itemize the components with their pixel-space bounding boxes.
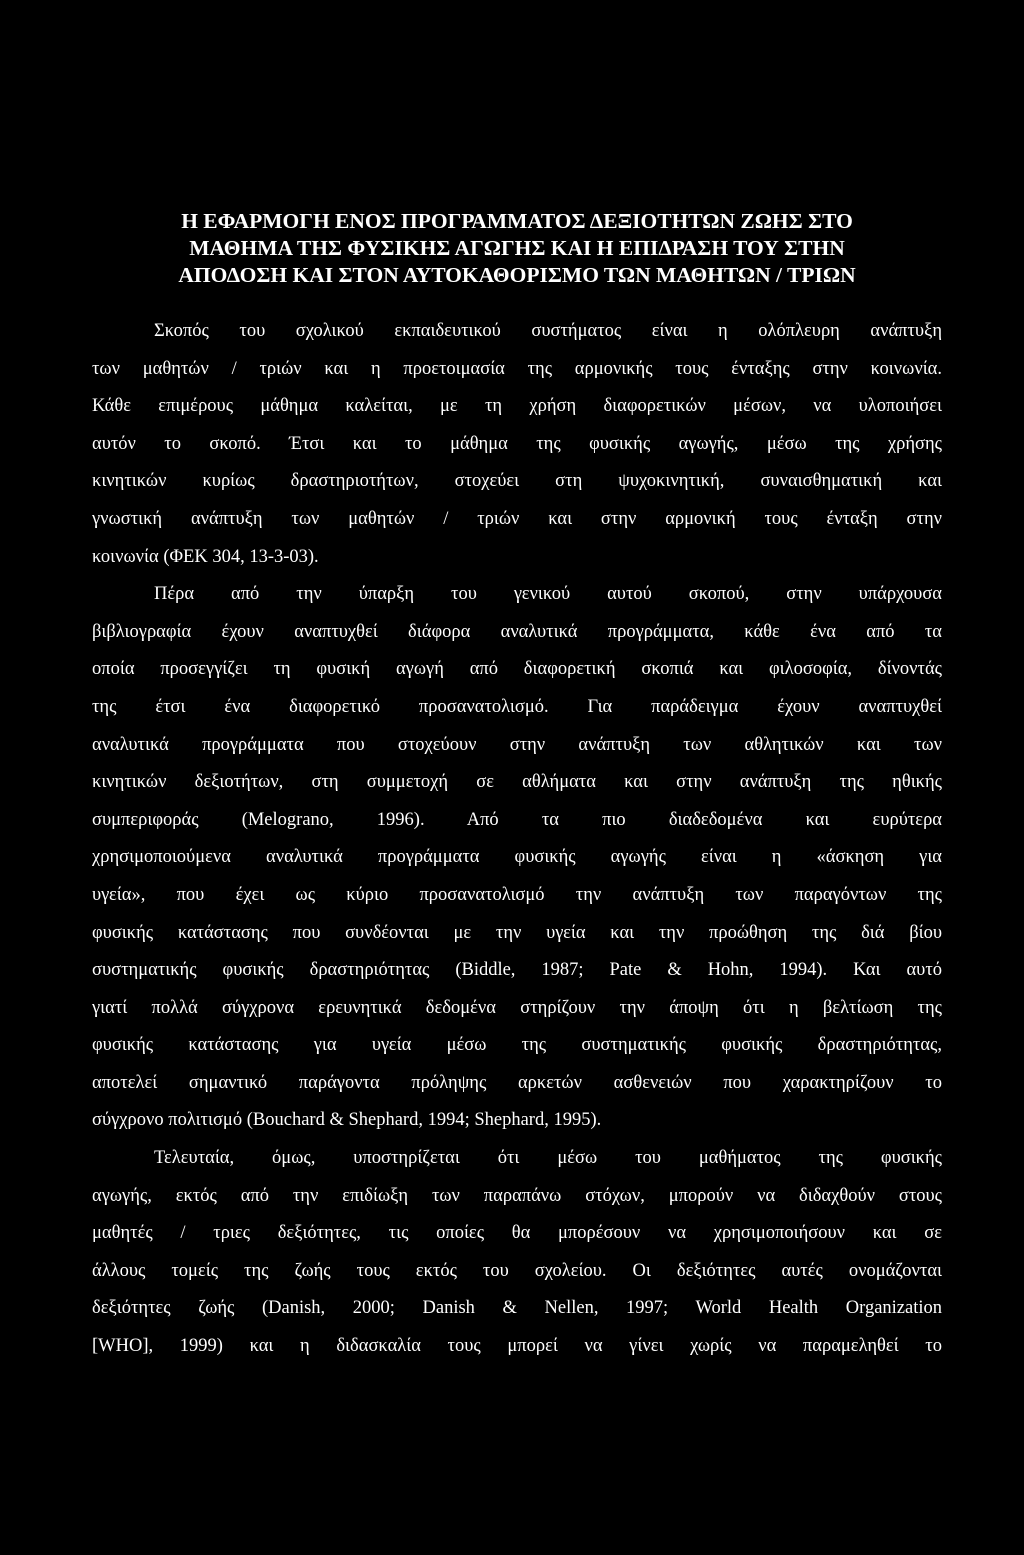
text-line: κινητικών κυρίως δραστηριοτήτων, στοχεύει στη ψυχοκινητική, συναισθηματική και — [92, 471, 942, 492]
text-line: Τελευταία, όμως, υποστηρίζεται ότι μέσω του μαθήματος της φυσικής — [154, 1148, 942, 1169]
text-line: γιατί πολλά σύγχρονα ερευνητικά δεδομένα στηρίζουν την άποψη ότι η βελτίωση της — [92, 997, 942, 1018]
text-line: άλλους τομείς της ζωής τους εκτός του σχολείου. Οι δεξιότητες αυτές ονομάζονται — [92, 1260, 942, 1281]
text-line: Κάθε επιμέρους μάθημα καλείται, με τη χρήση διαφορετικών μέσων, να υλοποιήσει — [92, 396, 942, 417]
text-line: αποτελεί σημαντικό παράγοντα πρόληψης αρκετών ασθενειών που χαρακτηρίζουν το — [92, 1072, 942, 1093]
title-line: ΜΑΘΗΜΑ ΤΗΣ ΦΥΣΙΚΗΣ ΑΓΩΓΗΣ ΚΑΙ Η ΕΠΙΔΡΑΣΗ ΤΟΥ ΣΤΗΝ — [189, 236, 845, 260]
document-title — [92, 208, 942, 289]
text-line: της έτσι ένα διαφορετικό προσανατολισμό. Για παράδειγμα έχουν αναπτυχθεί — [92, 696, 942, 717]
text-line: κινητικών δεξιοτήτων, στη συμμετοχή σε αθλήματα και στην ανάπτυξη της ηθικής — [92, 772, 942, 793]
text-line: υγεία», που έχει ως κύριο προσανατολισμό την ανάπτυξη των παραγόντων της — [92, 884, 942, 905]
text-line: οποία προσεγγίζει τη φυσική αγωγή από διαφορετική σκοπιά και φιλοσοφία, δίνοντάς — [92, 659, 942, 680]
text-line: χρησιμοποιούμενα αναλυτικά προγράμματα φυσικής αγωγής είναι η «άσκηση για — [92, 847, 942, 868]
title-line: Η ΕΦΑΡΜΟΓΗ ΕΝΟΣ ΠΡΟΓΡΑΜΜΑΤΟΣ ΔΕΞΙΟΤΗΤΩΝ ΖΩΗΣ ΣΤΟ — [181, 209, 853, 233]
text-line: [WHO], 1999) και η διδασκαλία τους μπορεί να γίνει χωρίς να παραμεληθεί το — [92, 1336, 942, 1357]
title-line: ΑΠΟΔΟΣΗ ΚΑΙ ΣΤΟΝ ΑΥΤΟΚΑΘΟΡΙΣΜΟ ΤΩΝ ΜΑΘΗΤΩΝ / ΤΡΙΩΝ — [178, 263, 856, 287]
text-line: γνωστική ανάπτυξη των μαθητών / τριών και στην αρμονική τους ένταξη στην — [92, 508, 942, 529]
text-line: σύγχρονο πολιτισμό (Bouchard & Shephard, 1994; Shephard, 1995). — [92, 1110, 602, 1131]
text-line: Πέρα από την ύπαρξη του γενικού αυτού σκοπού, στην υπάρχουσα — [154, 584, 942, 605]
text-line: κοινωνία (ΦΕΚ 304, 13-3-03). — [92, 546, 319, 567]
text-line: συμπεριφοράς (Melograno, 1996). Από τα πιο διαδεδομένα και ευρύτερα — [92, 809, 942, 830]
text-line: αγωγής, εκτός από την επιδίωξη των παραπάνω στόχων, μπορούν να διδαχθούν στους — [92, 1185, 942, 1206]
document-page — [92, 208, 942, 1366]
text-line: αυτόν το σκοπό. Έτσι και το μάθημα της φυσικής αγωγής, μέσω της χρήσης — [92, 433, 942, 454]
text-line: φυσικής κατάστασης που συνδέονται με την υγεία και την προώθηση της διά βίου — [92, 922, 942, 943]
text-line: φυσικής κατάστασης για υγεία μέσω της συστηματικής φυσικής δραστηριότητας, — [92, 1035, 942, 1056]
text-line: Σκοπός του σχολικού εκπαιδευτικού συστήματος είναι η ολόπλευρη ανάπτυξη — [154, 321, 942, 341]
text-line: συστηματικής φυσικής δραστηριότητας (Biddle, 1987; Pate & Hohn, 1994). Και αυτό — [92, 960, 942, 981]
text-line: δεξιότητες ζωής (Danish, 2000; Danish & Nellen, 1997; World Health Organization — [92, 1298, 942, 1319]
text-line: μαθητές / τριες δεξιότητες, τις οποίες θα μπορέσουν να χρησιμοποιήσουν και σε — [92, 1223, 942, 1244]
text-line: αναλυτικά προγράμματα που στοχεύουν στην ανάπτυξη των αθλητικών και των — [92, 734, 942, 755]
document-body — [92, 313, 942, 1366]
text-line: των μαθητών / τριών και η προετοιμασία της αρμονικής τους ένταξης στην κοινωνία. — [92, 358, 942, 379]
text-line: βιβλιογραφία έχουν αναπτυχθεί διάφορα αναλυτικά προγράμματα, κάθε ένα από τα — [92, 621, 942, 642]
